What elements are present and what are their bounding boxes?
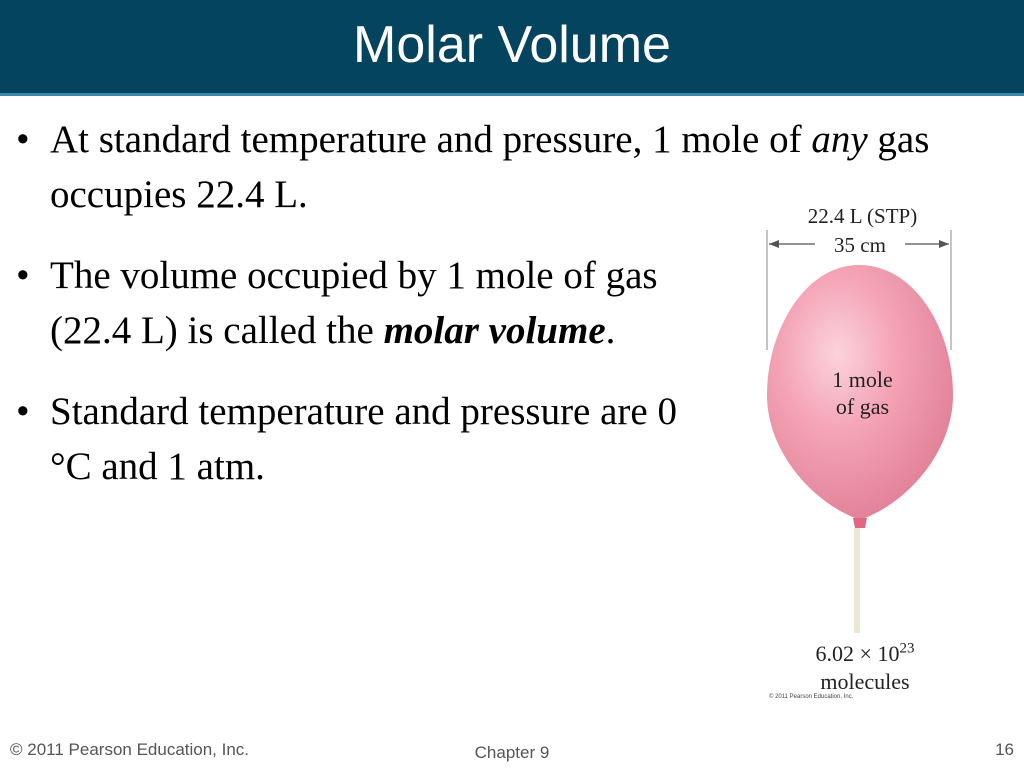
footer-chapter: Chapter 9 [474, 743, 550, 762]
molecule-count-base: 6.02 × 10 [815, 641, 900, 666]
balloon-content-label-line2: of gas [835, 394, 890, 419]
balloon-volume-label: 22.4 L (STP) [807, 204, 918, 228]
footer-copyright: © 2011 Pearson Education, Inc. [10, 740, 250, 759]
bullet-item-stp-definition [14, 384, 710, 494]
bullet-text: Standard temperature and pressure are 0 °C and 1 atm. [50, 390, 677, 488]
balloon-figure [755, 200, 970, 705]
bullet-marker: • [16, 390, 30, 433]
bullet-text-term: molar volume [383, 309, 606, 352]
dimension-arrowhead-left [769, 240, 779, 248]
dimension-arrowhead-right [939, 240, 949, 248]
balloon-content-label [810, 366, 915, 420]
slide-title: Molar Volume [353, 16, 671, 74]
balloon-content-label-line1: 1 mole [832, 367, 893, 392]
bullet-text: The volume occupied by 1 mole of gas (22.4 L) is called the [50, 254, 658, 352]
bullet-text: . [605, 309, 616, 352]
balloon-knot [853, 518, 867, 528]
footer-page-number: 16 [995, 740, 1014, 759]
title-bar-accent-line [0, 93, 1024, 96]
balloon-width-label: 35 cm [815, 233, 905, 258]
bullet-marker: • [16, 118, 30, 161]
figure-credit: © 2011 Pearson Education, Inc. [769, 694, 854, 700]
bullet-text: gas occupies 22.4 L. [50, 118, 930, 216]
molecule-count-label [785, 640, 945, 696]
balloon-stick [854, 528, 860, 633]
bullet-item-molar-volume [14, 248, 710, 358]
molecule-count-exponent: 23 [899, 640, 915, 657]
bullet-text-emphasis: any [811, 118, 868, 161]
bullet-marker: • [16, 254, 30, 297]
bullet-text: At standard temperature and pressure, 1 mole of [50, 118, 812, 161]
molecule-count-word: molecules [820, 669, 910, 694]
balloon-illustration [755, 200, 970, 705]
